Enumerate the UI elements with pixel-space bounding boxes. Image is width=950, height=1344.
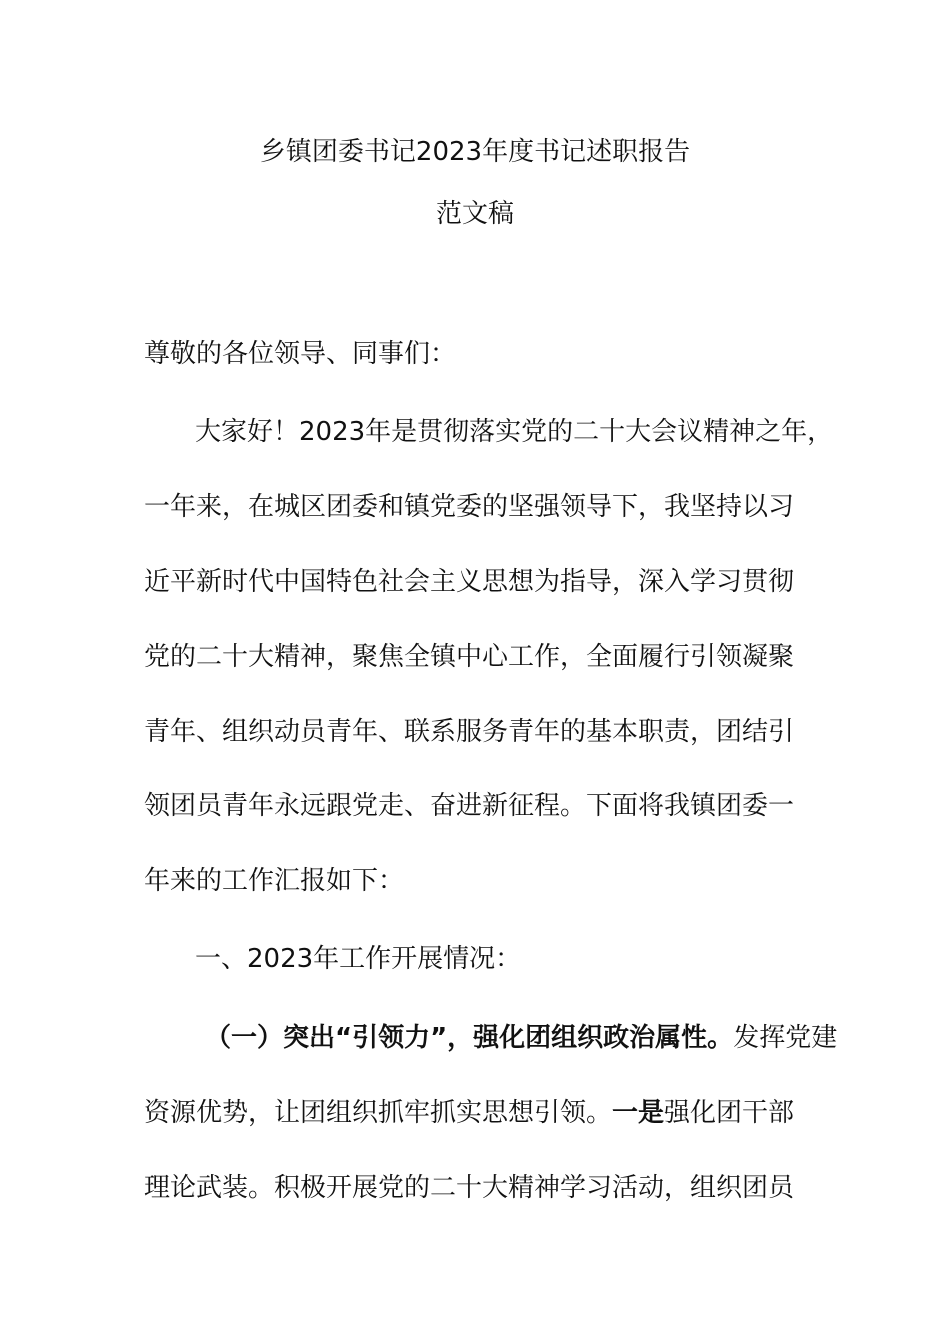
subsection-heading-line	[205, 1021, 837, 1055]
paragraph-line: 近平新时代中国特色社会主义思想为指导，深入学习贯彻	[144, 567, 795, 597]
paragraph-line: 领团员青年永远跟党走、奋进新征程。下面将我镇团委一	[144, 791, 795, 821]
subsection-heading-rest: 发挥党建	[733, 1023, 838, 1053]
subsection-heading-bold: （一）突出“引领力”，强化团组织政治属性。	[205, 1023, 734, 1053]
subsection-line2-text: 资源优势，让团组织抓牢抓实思想引领。	[144, 1098, 613, 1128]
paragraph-line: 青年、组织动员青年、联系服务青年的基本职责，团结引	[144, 717, 795, 747]
document-title: 乡镇团委书记2023年度书记述职报告	[259, 137, 691, 167]
document-subtitle: 范文稿	[435, 199, 514, 229]
paragraph-line: 理论武装。积极开展党的二十大精神学习活动，组织团员	[144, 1173, 795, 1203]
salutation: 尊敬的各位领导、同事们：	[144, 339, 457, 369]
paragraph-line: 一年来，在城区团委和镇党委的坚强领导下，我坚持以习	[144, 492, 795, 522]
paragraph-line: 大家好！2023年是贯彻落实党的二十大会议精神之年，	[195, 417, 834, 447]
paragraph-line: 党的二十大精神，聚焦全镇中心工作，全面履行引领凝聚	[144, 642, 795, 672]
section-heading: 一、2023年工作开展情况：	[195, 944, 522, 974]
paragraph-line	[144, 1096, 794, 1130]
subsection-line2-rest: 强化团干部	[664, 1098, 795, 1128]
paragraph-line: 年来的工作汇报如下：	[144, 866, 405, 896]
subsection-line2-bold: 一是	[612, 1098, 665, 1128]
